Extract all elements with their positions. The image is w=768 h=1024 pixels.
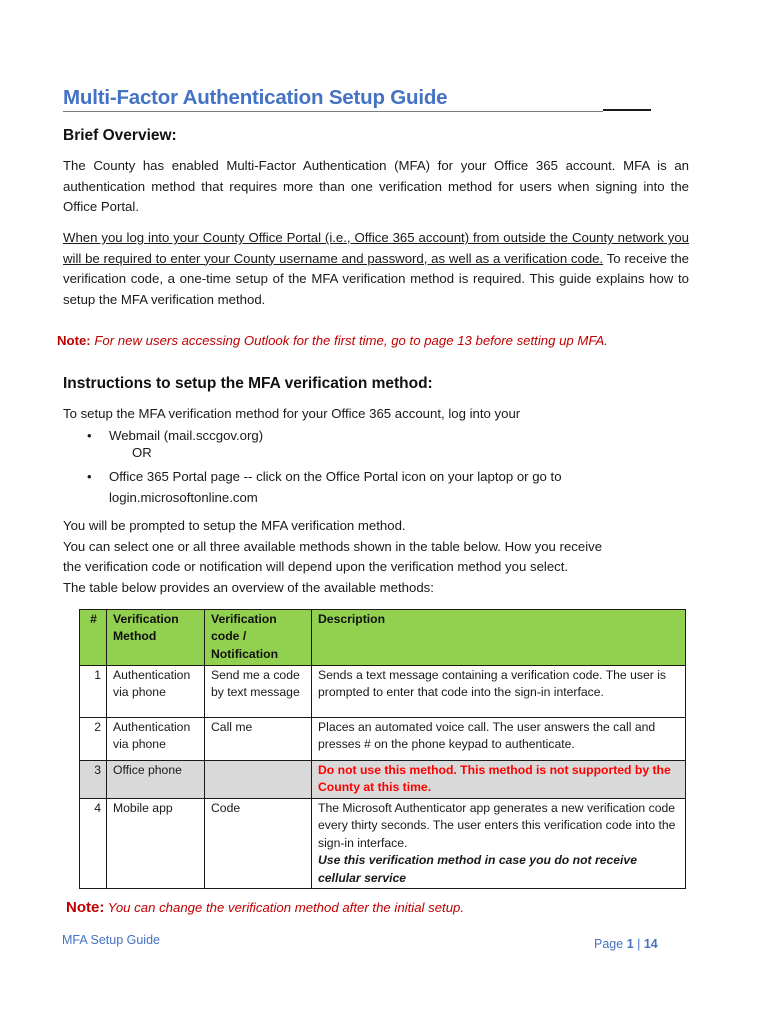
row-code: Send me a code by text message (205, 666, 312, 718)
verification-methods-table (79, 609, 686, 889)
header-description: Description (312, 610, 686, 666)
header-code: Verification code / Notification (205, 610, 312, 666)
bullet-office-portal-text: Office 365 Portal page -- click on the Office Portal icon on your laptop or go to (109, 469, 562, 484)
note-label: Note: (57, 333, 91, 348)
overview-heading: Brief Overview: (63, 127, 177, 144)
instructions-line-2: You can select one or all three available methods shown in the table below. How you receive (63, 539, 603, 554)
note-text: You can change the verification method after the initial setup. (104, 900, 465, 915)
row-code (205, 761, 312, 799)
table-row (80, 799, 686, 889)
table-header-row (80, 610, 686, 666)
title-divider (63, 111, 603, 112)
row-method: Mobile app (107, 799, 205, 889)
row-description-warning: Do not use this method. This method is not supported by the County at this time. (312, 761, 686, 799)
instructions-intro: To setup the MFA verification method for your Office 365 account, log into your (63, 406, 521, 421)
row-description (312, 799, 686, 889)
overview-paragraph-1: The County has enabled Multi-Factor Authentication (MFA) for your Office 365 account. MFA is an authentication method that requires more than one verification method for users when signing into the Office Portal. (63, 158, 689, 215)
footer-page-number (594, 937, 658, 951)
row-method: Authentication via phone (107, 666, 205, 718)
row-method: Office phone (107, 761, 205, 799)
note-label: Note: (66, 899, 105, 916)
row-description: Sends a text message containing a verification code. The user is prompted to enter that code into the sign-in interface. (312, 666, 686, 718)
row-code: Code (205, 799, 312, 889)
or-separator: OR (132, 445, 152, 460)
header-number: # (80, 610, 107, 666)
bullet-icon: • (87, 428, 92, 443)
footer-page-word: Page (594, 937, 624, 951)
overview-paragraph-2 (63, 228, 689, 310)
row-description: Places an automated voice call. The user answers the call and presses # on the phone keypad to authenticate. (312, 718, 686, 761)
row-method: Authentication via phone (107, 718, 205, 761)
page-title: Multi-Factor Authentication Setup Guide (63, 86, 448, 109)
row-description-text: The Microsoft Authenticator app generates a new verification code every thirty seconds. The user enters this verification code into the sign-in interface. (318, 801, 676, 850)
note-change-method (66, 899, 464, 916)
footer-document-name: MFA Setup Guide (62, 933, 160, 947)
row-number: 3 (80, 761, 107, 799)
table-row (80, 718, 686, 761)
note-text: For new users accessing Outlook for the first time, go to page 13 before setting up MFA. (90, 333, 608, 348)
header-method: Verification Method (107, 610, 205, 666)
instructions-line-4: The table below provides an overview of the available methods: (63, 580, 434, 595)
row-number: 2 (80, 718, 107, 761)
instructions-heading: Instructions to setup the MFA verification method: (63, 375, 433, 392)
instructions-line-1: You will be prompted to setup the MFA verification method. (63, 518, 406, 533)
row-number: 4 (80, 799, 107, 889)
footer-total-pages: 14 (643, 937, 658, 951)
row-code: Call me (205, 718, 312, 761)
bullet-office-portal-url: login.microsoftonline.com (109, 490, 258, 505)
footer-current-page: 1 (626, 937, 634, 951)
footer-separator: | (637, 937, 641, 951)
table-row-unsupported (80, 761, 686, 799)
overview-paragraph-2-underlined: When you log into your County Office Portal (i.e., Office 365 account) from outside the County network you will be required to enter your County username and password, as well as a verification code. (63, 230, 689, 266)
instructions-line-3: the verification code or notification will depend upon the verification method you select. (63, 559, 569, 574)
bullet-icon: • (87, 469, 92, 484)
table-row (80, 666, 686, 718)
bullet-webmail-text: Webmail (mail.sccgov.org) (109, 428, 264, 443)
note-new-users (57, 333, 608, 348)
title-divider-accent (603, 109, 651, 111)
row-number: 1 (80, 666, 107, 718)
row-description-emphasis: Use this verification method in case you do not receive cellular service (318, 853, 637, 885)
overview-paragraph-2-rest: To receive the verification code, a one-time setup of the MFA verification method is required. This guide explains how to setup the MFA verification method. (63, 250, 689, 307)
